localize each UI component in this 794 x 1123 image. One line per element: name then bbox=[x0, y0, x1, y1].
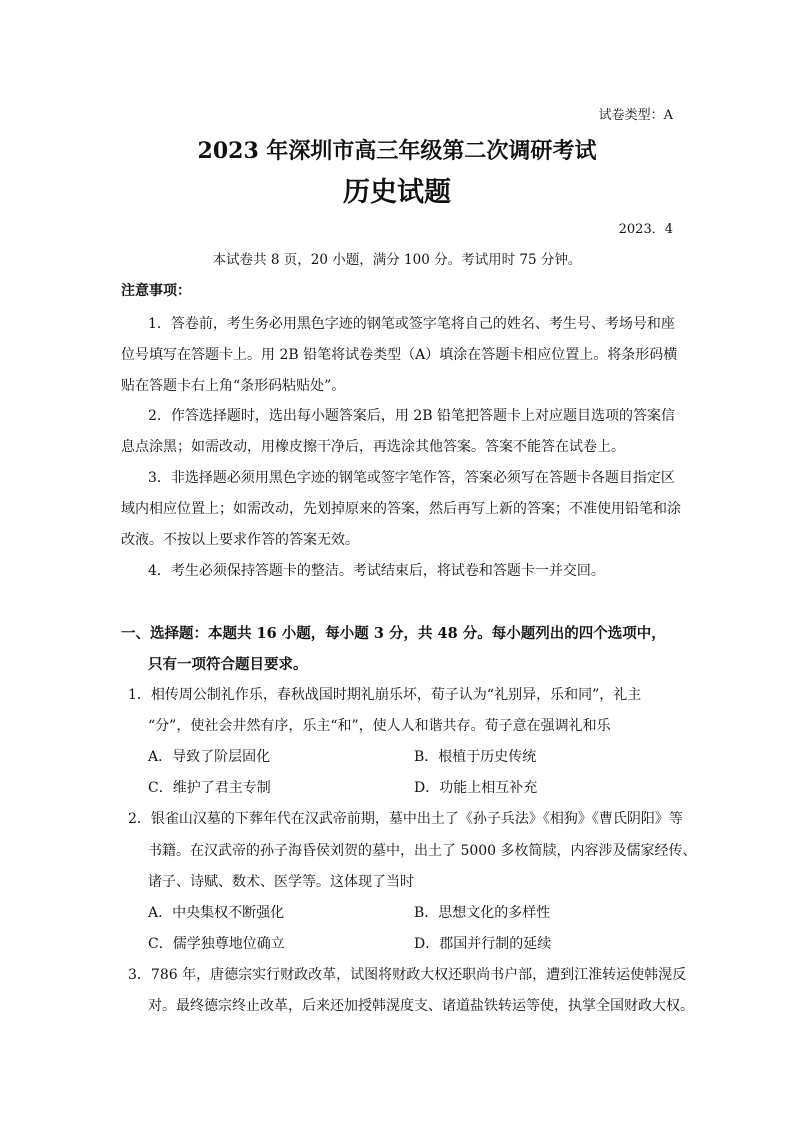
note-line: 2．作答选择题时，选出每小题答案后，用 2B 铅笔把答题卡上对应题目选项的答案信 bbox=[148, 408, 676, 424]
question-1-option-a: A．导致了阶层固化 bbox=[148, 749, 271, 765]
question-1-option-c: C．维护了君主专制 bbox=[148, 780, 271, 796]
exam-intro: 本试卷共 8 页，20 小题，满分 100 分。考试用时 75 分钟。 bbox=[212, 252, 582, 268]
question-2-text: 诸子、诗赋、数术、医学等。这体现了当时 bbox=[148, 874, 414, 890]
question-2-option-a: A．中央集权不断强化 bbox=[148, 905, 285, 921]
notes-heading: 注意事项： bbox=[121, 283, 191, 299]
note-line: 3．非选择题必须用黑色字迹的钢笔或签字笔作答，答案必须写在答题卡各题目指定区 bbox=[148, 470, 675, 486]
section-heading: 一、选择题：本题共 16 小题，每小题 3 分，共 48 分。每小题列出的四个选项中， bbox=[121, 625, 666, 642]
exam-date: 2023．4 bbox=[618, 222, 673, 237]
note-line: 域内相应位置上；如需改动，先划掉原来的答案，然后再写上新的答案；不准使用铅笔和涂 bbox=[121, 501, 681, 517]
question-1-text: 1．相传周公制礼作乐，春秋战国时期礼崩乐坏，荀子认为“礼别异，乐和同”，礼主 bbox=[128, 687, 642, 703]
question-2-text: 书籍。在汉武帝的孙子海昏侯刘贺的墓中，出土了 5000 多枚简牍，内容涉及儒家经传、 bbox=[148, 843, 697, 859]
question-2-option-c: C．儒学独尊地位确立 bbox=[148, 936, 285, 952]
section-heading-cont: 只有一项符合题目要求。 bbox=[148, 656, 308, 673]
exam-title: 2023 年深圳市高三年级第二次调研考试 bbox=[197, 138, 597, 164]
question-2-option-d: D．郡国并行制的延续 bbox=[414, 936, 552, 952]
question-3-text: 3．786 年，唐德宗实行财政改革，试图将财政大权还职尚书户部，遭到江淮转运使韩滉反 bbox=[128, 967, 687, 983]
question-1-option-d: D．功能上相互补充 bbox=[414, 780, 538, 796]
subject-title: 历史试题 bbox=[343, 177, 451, 208]
question-1-option-b: B．根植于历史传统 bbox=[414, 749, 537, 765]
question-1-text: “分”，使社会井然有序，乐主“和”，使人人和谐共存。荀子意在强调礼和乐 bbox=[148, 718, 611, 734]
question-2-option-b: B．思想文化的多样性 bbox=[414, 905, 551, 921]
note-line: 息点涂黑；如需改动，用橡皮擦干净后，再选涂其他答案。答案不能答在试卷上。 bbox=[121, 439, 625, 455]
note-line: 1．答卷前，考生务必用黑色字迹的钢笔或签字笔将自己的姓名、考生号、考场号和座 bbox=[148, 316, 675, 332]
paper-type-label: 试卷类型：A bbox=[598, 108, 673, 123]
note-line: 改液。不按以上要求作答的答案无效。 bbox=[121, 532, 359, 548]
note-line: 4．考生必须保持答题卡的整洁。考试结束后，将试卷和答题卡一并交回。 bbox=[148, 563, 605, 579]
note-line: 贴在答题卡右上角“条形码粘贴处”。 bbox=[121, 378, 346, 394]
note-line: 位号填写在答题卡上。用 2B 铅笔将试卷类型（A）填涂在答题卡相应位置上。将条形码横 bbox=[121, 347, 678, 363]
question-3-text: 对。最终德宗终止改革，后来还加授韩滉度支、诸道盐铁转运等使，执掌全国财政大权。 bbox=[148, 998, 694, 1014]
question-2-text: 2．银雀山汉墓的下葬年代在汉武帝前期，墓中出土了《孙子兵法》《相狗》《曹氏阴阳》等 bbox=[128, 811, 683, 827]
